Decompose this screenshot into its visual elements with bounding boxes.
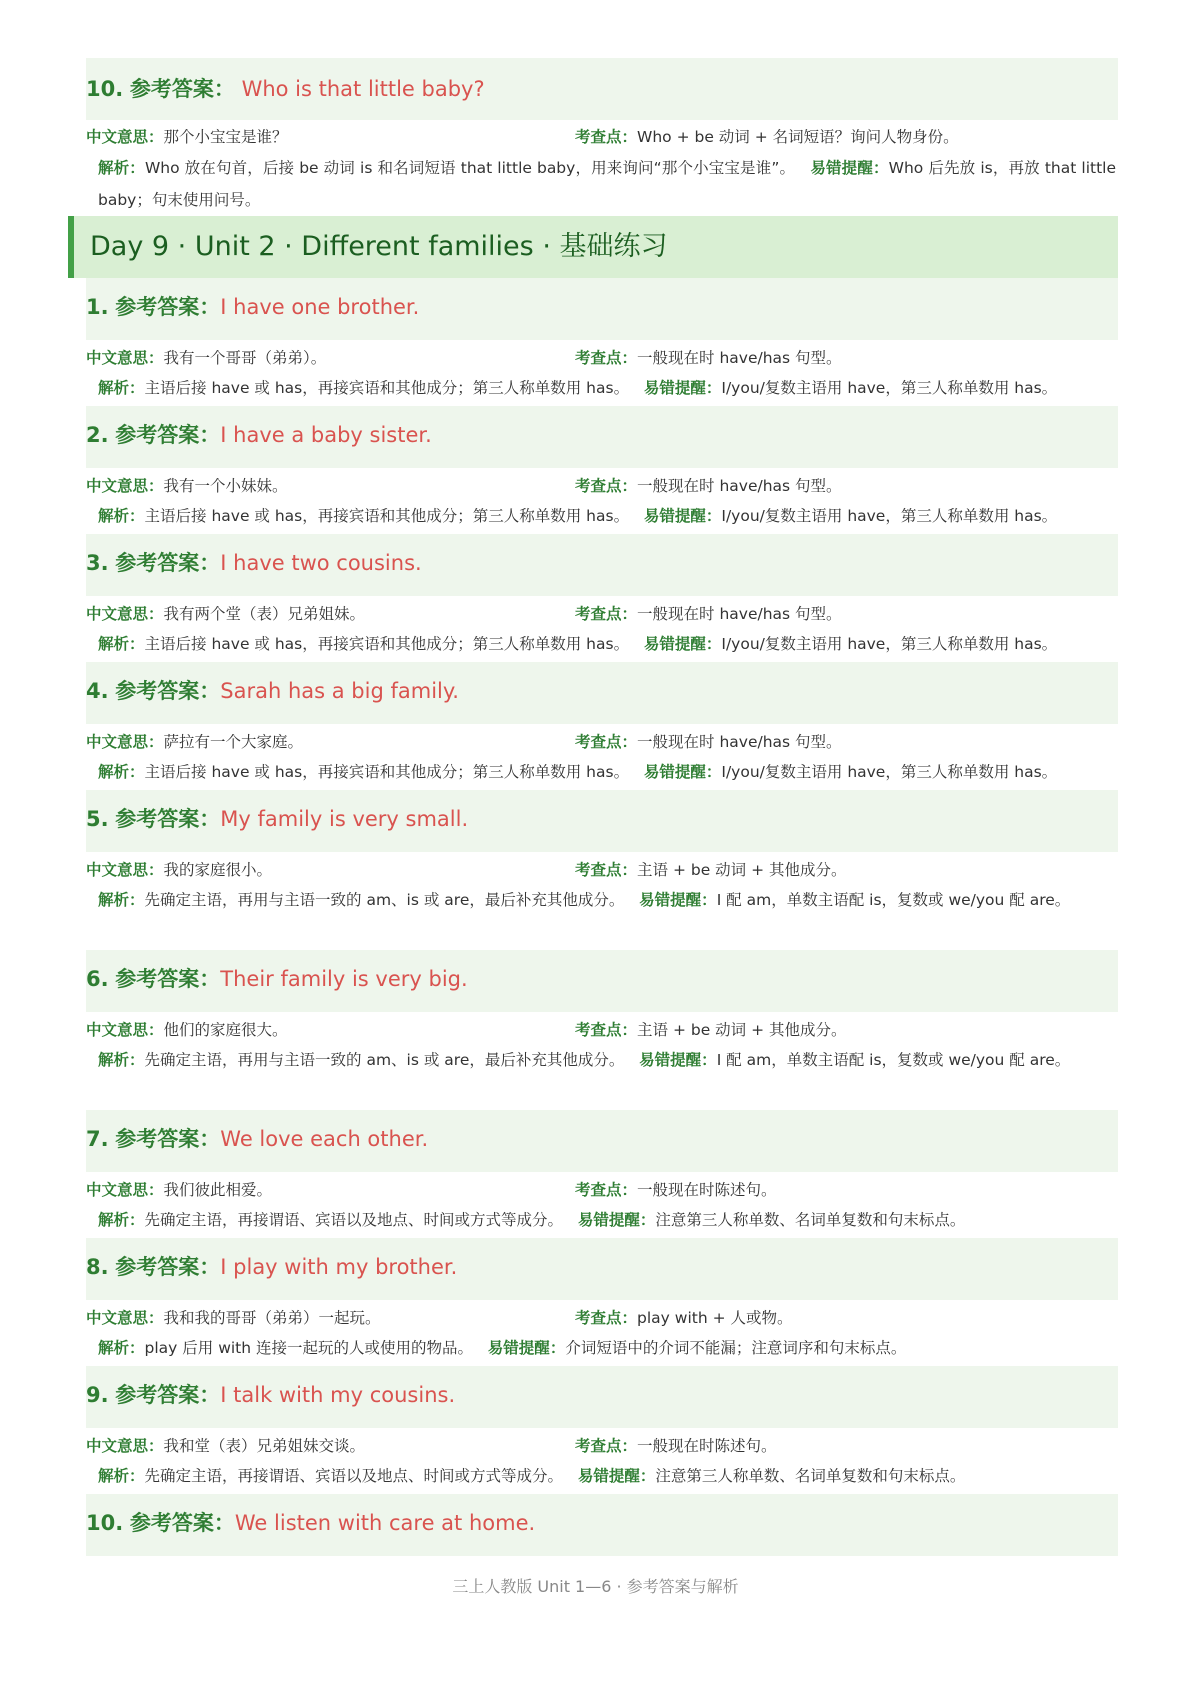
reminder-label: 易错提醒 [577, 1467, 640, 1485]
point-text: play with + 人或物。 [637, 1309, 793, 1327]
reminder-text: 介词短语中的介词不能漏；注意词序和句末标点。 [565, 1339, 907, 1357]
point-label: 考查点 [575, 1181, 622, 1199]
meaning-text: 我有一个哥哥（弟弟）。 [163, 349, 327, 367]
meaning-label: 中文意思 [86, 349, 149, 367]
meaning-text: 我和我的哥哥（弟弟）一起玩。 [163, 1309, 381, 1327]
meaning-text: 我有两个堂（表）兄弟姐妹。 [163, 605, 366, 623]
answer-text: Who is that little baby? [241, 77, 485, 101]
meaning-line: 中文意思：那个小宝宝是谁？ [86, 128, 288, 146]
reminder-text: I/you/复数主语用 have，第三人称单数用 has。 [721, 763, 1058, 781]
analysis-paragraph: 解析：先确定主语，再接谓语、宾语以及地点、时间或方式等成分。 易错提醒：注意第三人称单数、名词单复数和句末标点。 [98, 1467, 966, 1485]
answer-line: 1. 参考答案：I have one brother. [86, 295, 420, 319]
meaning-text: 我的家庭很小。 [163, 861, 273, 879]
analysis-text: 主语后接 have 或 has，再接宾语和其他成分；第三人称单数用 has。 [144, 507, 630, 525]
point-text: 主语 + be 动词 + 其他成分。 [637, 861, 847, 879]
section-heading [68, 216, 1118, 278]
meaning-line: 中文意思：萨拉有一个大家庭。 [86, 733, 304, 751]
reminder-label: 易错提醒 [810, 159, 873, 177]
answer-line: 7. 参考答案：We love each other. [86, 1127, 429, 1151]
analysis-label: 解析 [98, 159, 130, 177]
point-text: 一般现在时 have/has 句型。 [637, 477, 842, 495]
reminder-label: 易错提醒 [577, 1211, 640, 1229]
point-label: 考查点 [575, 861, 622, 879]
reminder-label: 易错提醒 [643, 763, 706, 781]
point-line: 考查点：play with + 人或物。 [575, 1309, 793, 1327]
point-line: 考查点：一般现在时陈述句。 [575, 1181, 777, 1199]
answer-label: 参考答案 [115, 967, 200, 991]
page-footer: 三上人教版 Unit 1—6 · 参考答案与解析 [452, 1577, 739, 1596]
reminder-label: 易错提醒 [639, 1051, 702, 1069]
analysis-text: 先确定主语，再用与主语一致的 am、is 或 are，最后补充其他成分。 [144, 1051, 625, 1069]
point-label: 考查点 [575, 605, 622, 623]
section-heading-text: Day 9 · Unit 2 · Different families · 基础练习 [90, 231, 668, 262]
analysis-label: 解析 [98, 635, 130, 653]
point-line: 考查点：主语 + be 动词 + 其他成分。 [575, 861, 847, 879]
reminder-label: 易错提醒 [487, 1339, 550, 1357]
answer-line: 4. 参考答案：Sarah has a big family. [86, 679, 459, 703]
analysis-label: 解析 [98, 1339, 130, 1357]
meaning-text: 我和堂（表）兄弟姐妹交谈。 [163, 1437, 366, 1455]
meaning-text: 那个小宝宝是谁？ [163, 128, 288, 146]
meaning-label: 中文意思 [86, 1181, 149, 1199]
answer-line: 10. 参考答案：We listen with care at home. [86, 1511, 536, 1535]
answer-text: We love each other. [220, 1127, 429, 1151]
analysis-text: 先确定主语，再接谓语、宾语以及地点、时间或方式等成分。 [144, 1467, 564, 1485]
item-number: 3. [86, 551, 109, 575]
answer-line: 9. 参考答案：I talk with my cousins. [86, 1383, 456, 1407]
answer-label: 参考答案 [115, 1255, 200, 1279]
analysis-paragraph: 解析：主语后接 have 或 has，再接宾语和其他成分；第三人称单数用 has。 易错提醒：I/you/复数主语用 have，第三人称单数用 has。 [98, 763, 1058, 781]
point-label: 考查点 [575, 1309, 622, 1327]
answer-line: 2. 参考答案：I have a baby sister. [86, 423, 432, 447]
analysis-paragraph: 解析：先确定主语，再用与主语一致的 am、is 或 are，最后补充其他成分。 易错提醒：I 配 am，单数主语配 is，复数或 we/you 配 are。 [98, 891, 1071, 909]
point-label: 考查点 [575, 733, 622, 751]
analysis-paragraph: 解析：主语后接 have 或 has，再接宾语和其他成分；第三人称单数用 has。 易错提醒：I/you/复数主语用 have，第三人称单数用 has。 [98, 379, 1058, 397]
answer-text: I have a baby sister. [220, 423, 432, 447]
meaning-text: 我们彼此相爱。 [163, 1181, 273, 1199]
meaning-label: 中文意思 [86, 1021, 149, 1039]
reminder-label: 易错提醒 [643, 379, 706, 397]
point-line: 考查点：一般现在时 have/has 句型。 [575, 733, 842, 751]
meaning-label: 中文意思 [86, 605, 149, 623]
analysis-label: 解析 [98, 1467, 130, 1485]
analysis-label: 解析 [98, 1051, 130, 1069]
point-line: 考查点：一般现在时 have/has 句型。 [575, 477, 842, 495]
analysis-text: 主语后接 have 或 has，再接宾语和其他成分；第三人称单数用 has。 [144, 635, 630, 653]
analysis-text: 先确定主语，再接谓语、宾语以及地点、时间或方式等成分。 [144, 1211, 564, 1229]
answer-text: Sarah has a big family. [220, 679, 459, 703]
answer-line: 8. 参考答案：I play with my brother. [86, 1255, 458, 1279]
analysis-text: Who 放在句首，后接 be 动词 is 和名词短语 that little baby，用来询问“那个小宝宝是谁”。 [144, 159, 796, 177]
reminder-label: 易错提醒 [643, 635, 706, 653]
item-number: 9. [86, 1383, 109, 1407]
meaning-label: 中文意思 [86, 477, 149, 495]
item-number: 5. [86, 807, 109, 831]
analysis-paragraph: 解析：Who 放在句首，后接 be 动词 is 和名词短语 that little baby，用来询问“那个小宝宝是谁”。 易错提醒：Who 后先放 is，再放 that little baby；句末使用问号。 [98, 159, 1116, 209]
point-text: 一般现在时 have/has 句型。 [637, 349, 842, 367]
reminder-text: I/you/复数主语用 have，第三人称单数用 has。 [721, 507, 1058, 525]
point-label: 考查点 [575, 1437, 622, 1455]
point-text: Who + be 动词 + 名词短语？询问人物身份。 [637, 128, 959, 146]
item-number: 10. [86, 1511, 124, 1535]
answer-text: My family is very small. [220, 807, 469, 831]
analysis-label: 解析 [98, 507, 130, 525]
answer-text: I have two cousins. [220, 551, 422, 575]
item-number: 1. [86, 295, 109, 319]
meaning-line: 中文意思：我有一个哥哥（弟弟）。 [86, 349, 327, 367]
item-number: 6. [86, 967, 109, 991]
reminder-text: I 配 am，单数主语配 is，复数或 we/you 配 are。 [716, 891, 1071, 909]
reminder-text: 注意第三人称单数、名词单复数和句末标点。 [655, 1467, 966, 1485]
answer-line: 5. 参考答案：My family is very small. [86, 807, 469, 831]
answer-label: 参考答案 [115, 423, 200, 447]
meaning-label: 中文意思 [86, 861, 149, 879]
answer-label: 参考答案 [115, 295, 200, 319]
answer-line: 10. 参考答案： Who is that little baby? [86, 77, 485, 101]
point-label: 考查点 [575, 477, 622, 495]
meaning-text: 萨拉有一个大家庭。 [163, 733, 304, 751]
meaning-line: 中文意思：我和堂（表）兄弟姐妹交谈。 [86, 1437, 366, 1455]
answer-label: 参考答案 [115, 679, 200, 703]
point-label: 考查点 [575, 1021, 622, 1039]
reminder-text: I 配 am，单数主语配 is，复数或 we/you 配 are。 [716, 1051, 1071, 1069]
point-text: 主语 + be 动词 + 其他成分。 [637, 1021, 847, 1039]
point-text: 一般现在时陈述句。 [637, 1437, 777, 1455]
point-line: 考查点：Who + be 动词 + 名词短语？询问人物身份。 [575, 128, 959, 146]
meaning-line: 中文意思：他们的家庭很大。 [86, 1021, 288, 1039]
reminder-label: 易错提醒 [639, 891, 702, 909]
reminder-label: 易错提醒 [643, 507, 706, 525]
reminder-text: Who 后先放 is，再放 that little baby；句末使用问号。 [98, 159, 1116, 209]
answer-line: 6. 参考答案：Their family is very big. [86, 967, 468, 991]
meaning-text: 他们的家庭很大。 [163, 1021, 288, 1039]
point-line: 考查点：一般现在时 have/has 句型。 [575, 349, 842, 367]
item-number: 4. [86, 679, 109, 703]
meaning-line: 中文意思：我有两个堂（表）兄弟姐妹。 [86, 605, 366, 623]
answer-label: 参考答案 [115, 807, 200, 831]
meaning-label: 中文意思 [86, 1309, 149, 1327]
reminder-text: I/you/复数主语用 have，第三人称单数用 has。 [721, 635, 1058, 653]
point-line: 考查点：一般现在时陈述句。 [575, 1437, 777, 1455]
answer-label: 参考答案 [115, 551, 200, 575]
point-label: 考查点 [575, 128, 622, 146]
analysis-paragraph: 解析：play 后用 with 连接一起玩的人或使用的物品。 易错提醒：介词短语中的介词不能漏；注意词序和句末标点。 [98, 1339, 907, 1357]
answer-text: Their family is very big. [220, 967, 468, 991]
answer-text: I talk with my cousins. [220, 1383, 456, 1407]
answer-label: 参考答案 [129, 1511, 214, 1535]
meaning-label: 中文意思 [86, 733, 149, 751]
analysis-label: 解析 [98, 379, 130, 397]
point-line: 考查点：主语 + be 动词 + 其他成分。 [575, 1021, 847, 1039]
meaning-line: 中文意思：我的家庭很小。 [86, 861, 273, 879]
point-text: 一般现在时陈述句。 [637, 1181, 777, 1199]
point-line: 考查点：一般现在时 have/has 句型。 [575, 605, 842, 623]
analysis-text: play 后用 with 连接一起玩的人或使用的物品。 [144, 1339, 474, 1357]
answer-text: We listen with care at home. [234, 1511, 536, 1535]
analysis-text: 主语后接 have 或 has，再接宾语和其他成分；第三人称单数用 has。 [144, 379, 630, 397]
analysis-paragraph: 解析：先确定主语，再接谓语、宾语以及地点、时间或方式等成分。 易错提醒：注意第三人称单数、名词单复数和句末标点。 [98, 1211, 966, 1229]
meaning-line: 中文意思：我有一个小妹妹。 [86, 477, 288, 495]
answer-label: 参考答案 [115, 1383, 200, 1407]
point-text: 一般现在时 have/has 句型。 [637, 605, 842, 623]
point-label: 考查点 [575, 349, 622, 367]
item-number: 10. [86, 77, 124, 101]
answer-label: 参考答案 [129, 77, 214, 101]
item-number: 2. [86, 423, 109, 447]
reminder-text: 注意第三人称单数、名词单复数和句末标点。 [655, 1211, 966, 1229]
analysis-paragraph: 解析：主语后接 have 或 has，再接宾语和其他成分；第三人称单数用 has。 易错提醒：I/you/复数主语用 have，第三人称单数用 has。 [98, 507, 1058, 525]
meaning-text: 我有一个小妹妹。 [163, 477, 288, 495]
answer-label: 参考答案 [115, 1127, 200, 1151]
analysis-text: 先确定主语，再用与主语一致的 am、is 或 are，最后补充其他成分。 [144, 891, 625, 909]
reminder-text: I/you/复数主语用 have，第三人称单数用 has。 [721, 379, 1058, 397]
answer-line: 3. 参考答案：I have two cousins. [86, 551, 422, 575]
analysis-label: 解析 [98, 1211, 130, 1229]
analysis-label: 解析 [98, 763, 130, 781]
answer-text: I have one brother. [220, 295, 420, 319]
analysis-text: 主语后接 have 或 has，再接宾语和其他成分；第三人称单数用 has。 [144, 763, 630, 781]
meaning-label: 中文意思 [86, 1437, 149, 1455]
meaning-label: 中文意思 [86, 128, 149, 146]
meaning-line: 中文意思：我和我的哥哥（弟弟）一起玩。 [86, 1309, 381, 1327]
meaning-line: 中文意思：我们彼此相爱。 [86, 1181, 273, 1199]
analysis-label: 解析 [98, 891, 130, 909]
item-number: 7. [86, 1127, 109, 1151]
item-number: 8. [86, 1255, 109, 1279]
answer-text: I play with my brother. [220, 1255, 458, 1279]
point-text: 一般现在时 have/has 句型。 [637, 733, 842, 751]
analysis-paragraph: 解析：先确定主语，再用与主语一致的 am、is 或 are，最后补充其他成分。 易错提醒：I 配 am，单数主语配 is，复数或 we/you 配 are。 [98, 1051, 1071, 1069]
analysis-paragraph: 解析：主语后接 have 或 has，再接宾语和其他成分；第三人称单数用 has。 易错提醒：I/you/复数主语用 have，第三人称单数用 has。 [98, 635, 1058, 653]
